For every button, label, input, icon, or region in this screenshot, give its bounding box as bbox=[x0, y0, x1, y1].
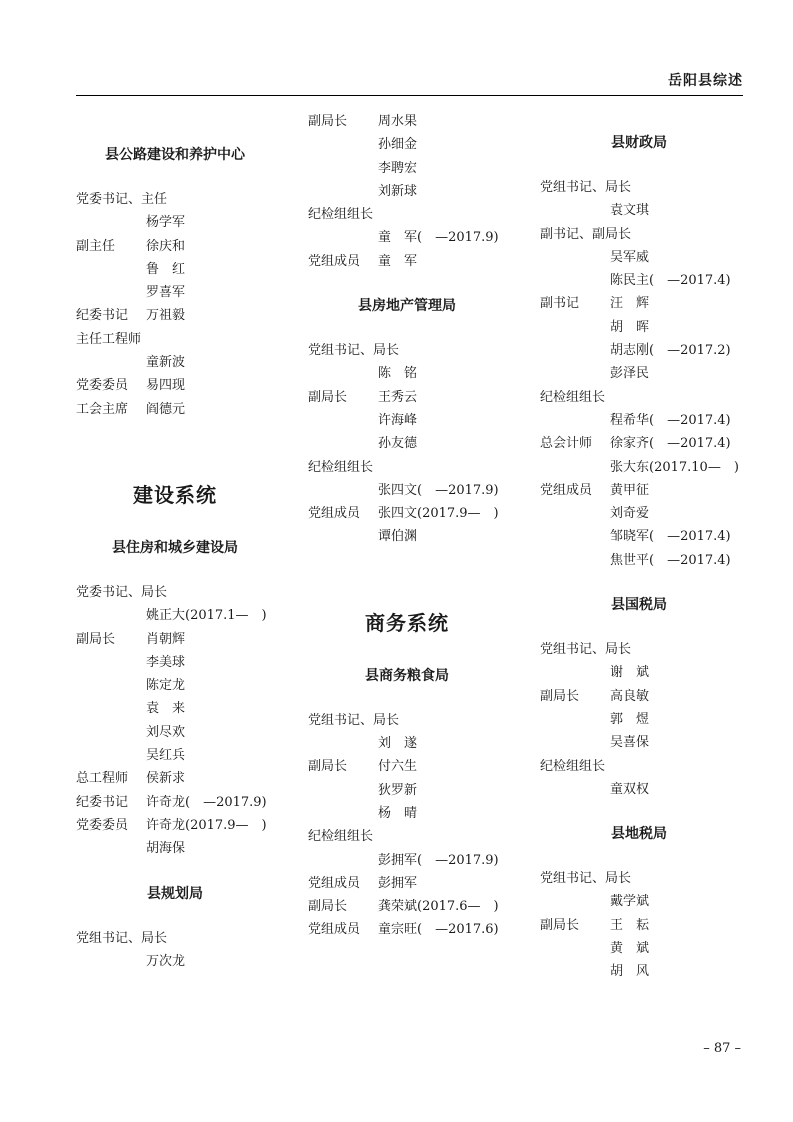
person-name: 陈 铭 bbox=[378, 366, 418, 382]
personnel-entry bbox=[76, 791, 286, 814]
person-name: 付六生 bbox=[378, 759, 418, 775]
personnel-entry bbox=[308, 456, 518, 479]
personnel-entry bbox=[540, 867, 750, 890]
spacer bbox=[540, 572, 750, 582]
position-title: 党委委员 bbox=[76, 817, 129, 833]
person-name: 黄 斌 bbox=[610, 941, 650, 957]
running-header-title: 岳阳县综述 bbox=[668, 73, 743, 89]
person-name: 陈定龙 bbox=[146, 678, 186, 694]
personnel-entry bbox=[76, 281, 286, 304]
person-name: 姚正大(2017.1— ) bbox=[146, 608, 267, 624]
person-name: 胡海保 bbox=[146, 841, 186, 857]
person-name: 许海峰 bbox=[378, 412, 418, 428]
personnel-entry bbox=[540, 890, 750, 913]
person-name: 万次龙 bbox=[146, 953, 186, 969]
spacer bbox=[540, 628, 750, 638]
position-title: 党组书记、局长 bbox=[308, 712, 400, 728]
position-title: 副局长 bbox=[540, 688, 580, 704]
personnel-entry bbox=[540, 661, 750, 684]
personnel-entry bbox=[308, 825, 518, 848]
position-title: 总工程师 bbox=[76, 771, 129, 787]
person-name: 许奇龙( —2017.9) bbox=[146, 794, 267, 810]
personnel-entry bbox=[76, 674, 286, 697]
person-name: 万祖毅 bbox=[146, 308, 186, 324]
personnel-entry bbox=[540, 549, 750, 572]
person-name: 彭泽民 bbox=[610, 366, 650, 382]
person-name: 易四现 bbox=[146, 378, 186, 394]
person-name: 张大东(2017.10— ) bbox=[610, 459, 739, 475]
personnel-entry bbox=[540, 914, 750, 937]
person-name: 孙细金 bbox=[378, 137, 418, 153]
personnel-entry bbox=[540, 638, 750, 661]
spacer bbox=[76, 571, 286, 581]
position-title: 副局长 bbox=[308, 759, 348, 775]
position-title: 副局长 bbox=[76, 631, 116, 647]
spacer bbox=[540, 166, 750, 176]
position-title: 党委书记、局长 bbox=[76, 584, 168, 600]
personnel-entry bbox=[540, 525, 750, 548]
position-title: 党组书记、局长 bbox=[76, 930, 168, 946]
position-title: 党组书记、局长 bbox=[540, 871, 632, 887]
position-title: 党组成员 bbox=[540, 482, 593, 498]
position-title: 工会主席 bbox=[76, 401, 129, 417]
personnel-entry bbox=[76, 767, 286, 790]
personnel-entry bbox=[308, 203, 518, 226]
office-heading: 县商务粮食局 bbox=[365, 667, 449, 684]
spacer bbox=[540, 110, 750, 120]
personnel-entry bbox=[540, 386, 750, 409]
person-name: 王 耘 bbox=[610, 917, 650, 933]
personnel-entry bbox=[540, 199, 750, 222]
personnel-entry bbox=[540, 937, 750, 960]
system-heading: 商务系统 bbox=[365, 610, 449, 635]
position-title: 党组书记、局长 bbox=[308, 343, 400, 359]
personnel-entry bbox=[308, 895, 518, 918]
personnel-entry bbox=[76, 211, 286, 234]
personnel-entry bbox=[308, 502, 518, 525]
person-name: 杨学军 bbox=[146, 215, 186, 231]
person-name: 李美球 bbox=[146, 654, 186, 670]
person-name: 戴学斌 bbox=[610, 894, 650, 910]
person-name: 童双权 bbox=[610, 781, 650, 797]
personnel-entry bbox=[540, 456, 750, 479]
person-name: 徐庆和 bbox=[146, 238, 186, 254]
personnel-entry bbox=[540, 778, 750, 801]
personnel-entry bbox=[540, 960, 750, 983]
person-name: 罗喜军 bbox=[146, 285, 186, 301]
personnel-entry bbox=[76, 258, 286, 281]
personnel-entry bbox=[540, 176, 750, 199]
personnel-entry bbox=[76, 188, 286, 211]
column-3 bbox=[540, 110, 750, 984]
office-heading: 县公路建设和养护中心 bbox=[105, 147, 245, 163]
person-name: 鲁 红 bbox=[146, 261, 186, 277]
page-number: – 87 – bbox=[703, 1041, 741, 1056]
personnel-entry bbox=[76, 628, 286, 651]
personnel-entry bbox=[76, 304, 286, 327]
person-name: 胡 晖 bbox=[610, 319, 650, 335]
person-name: 胡 风 bbox=[610, 964, 650, 980]
person-name: 童 军( —2017.9) bbox=[378, 230, 499, 246]
personnel-entry bbox=[308, 849, 518, 872]
spacer bbox=[76, 443, 286, 465]
person-name: 谢 斌 bbox=[610, 665, 650, 681]
person-name: 刘 遂 bbox=[378, 736, 418, 752]
person-name: 刘新球 bbox=[378, 183, 418, 199]
position-title: 党委书记、主任 bbox=[76, 192, 168, 207]
personnel-entry bbox=[76, 374, 286, 397]
personnel-entry bbox=[76, 721, 286, 744]
spacer bbox=[76, 110, 286, 132]
header-rule bbox=[76, 95, 743, 96]
person-name: 童 军 bbox=[378, 253, 418, 269]
person-name: 周水果 bbox=[378, 114, 418, 129]
personnel-entry bbox=[76, 398, 286, 421]
personnel-entry bbox=[540, 432, 750, 455]
personnel-entry bbox=[540, 339, 750, 362]
personnel-entry bbox=[540, 685, 750, 708]
position-title: 纪检组组长 bbox=[540, 389, 606, 405]
personnel-entry bbox=[308, 157, 518, 180]
person-name: 徐家齐( —2017.4) bbox=[610, 436, 731, 452]
personnel-entry bbox=[308, 709, 518, 732]
office-heading: 县规划局 bbox=[147, 885, 203, 902]
personnel-entry bbox=[308, 802, 518, 825]
person-name: 张四文( —2017.9) bbox=[378, 482, 499, 498]
position-title: 纪检组组长 bbox=[308, 459, 374, 475]
position-title: 副局长 bbox=[308, 114, 348, 129]
personnel-entry bbox=[308, 479, 518, 502]
personnel-entry bbox=[76, 814, 286, 837]
position-title: 纪委书记 bbox=[76, 308, 129, 324]
spacer bbox=[540, 801, 750, 811]
position-title: 党组成员 bbox=[308, 253, 361, 269]
spacer bbox=[308, 699, 518, 709]
personnel-entry bbox=[540, 755, 750, 778]
personnel-entry bbox=[308, 755, 518, 778]
position-title: 副书记、副局长 bbox=[540, 226, 632, 242]
personnel-entry bbox=[308, 409, 518, 432]
office-heading: 县房地产管理局 bbox=[358, 298, 456, 315]
position-title: 党组书记、局长 bbox=[540, 642, 632, 658]
personnel-entry bbox=[76, 697, 286, 720]
personnel-entry bbox=[540, 223, 750, 246]
spacer bbox=[76, 861, 286, 871]
personnel-entry bbox=[540, 479, 750, 502]
person-name: 童新波 bbox=[146, 355, 186, 371]
personnel-entry bbox=[540, 502, 750, 525]
personnel-entry bbox=[540, 269, 750, 292]
position-title: 副局长 bbox=[308, 899, 348, 915]
person-name: 张四文(2017.9— ) bbox=[378, 506, 499, 522]
personnel-entry bbox=[76, 581, 286, 604]
position-title: 党组成员 bbox=[308, 922, 361, 938]
position-title: 党组书记、局长 bbox=[540, 180, 632, 195]
spacer bbox=[308, 571, 518, 593]
person-name: 谭伯渊 bbox=[378, 529, 418, 545]
personnel-entry bbox=[76, 651, 286, 674]
personnel-entry bbox=[540, 316, 750, 339]
personnel-entry bbox=[308, 779, 518, 802]
person-name: 杨 晴 bbox=[378, 805, 418, 821]
position-title: 主任工程师 bbox=[76, 331, 142, 347]
personnel-entry bbox=[76, 351, 286, 374]
position-title: 副局长 bbox=[308, 389, 348, 405]
person-name: 童宗旺( —2017.6) bbox=[378, 922, 499, 938]
person-name: 狄罗新 bbox=[378, 782, 418, 798]
person-name: 王秀云 bbox=[378, 389, 418, 405]
personnel-entry bbox=[76, 927, 286, 950]
person-name: 刘奇爱 bbox=[610, 506, 650, 522]
personnel-entry bbox=[76, 744, 286, 767]
spacer bbox=[308, 273, 518, 283]
position-title: 纪检组组长 bbox=[308, 207, 374, 223]
office-heading: 县财政局 bbox=[611, 135, 667, 151]
personnel-entry bbox=[308, 872, 518, 895]
office-heading: 县地税局 bbox=[611, 826, 667, 843]
spacer bbox=[76, 917, 286, 927]
personnel-entry bbox=[308, 226, 518, 249]
personnel-entry bbox=[76, 604, 286, 627]
office-heading: 县国税局 bbox=[611, 597, 667, 614]
spacer bbox=[308, 329, 518, 339]
person-name: 刘尽欢 bbox=[146, 724, 186, 740]
personnel-entry bbox=[308, 180, 518, 203]
system-heading: 建设系统 bbox=[133, 482, 217, 507]
spacer bbox=[76, 421, 286, 443]
personnel-entry bbox=[540, 409, 750, 432]
personnel-entry bbox=[308, 250, 518, 273]
personnel-entry bbox=[308, 110, 518, 133]
person-name: 胡志刚( —2017.2) bbox=[610, 343, 731, 359]
personnel-entry bbox=[308, 732, 518, 755]
personnel-entry bbox=[308, 362, 518, 385]
position-title: 副主任 bbox=[76, 238, 116, 254]
person-name: 袁 来 bbox=[146, 701, 186, 717]
person-name: 龚荣斌(2017.6— ) bbox=[378, 899, 499, 915]
personnel-entry bbox=[76, 328, 286, 351]
person-name: 高良敏 bbox=[610, 688, 650, 704]
personnel-entry bbox=[540, 292, 750, 315]
spacer bbox=[76, 178, 286, 188]
position-title: 副书记 bbox=[540, 296, 580, 312]
personnel-entry bbox=[540, 246, 750, 269]
position-title: 副局长 bbox=[540, 917, 580, 933]
person-name: 黄甲征 bbox=[610, 482, 650, 498]
person-name: 吴喜保 bbox=[610, 735, 650, 751]
person-name: 袁文琪 bbox=[610, 203, 650, 219]
personnel-entry bbox=[308, 918, 518, 941]
spacer bbox=[308, 549, 518, 571]
personnel-entry bbox=[308, 386, 518, 409]
person-name: 孙友德 bbox=[378, 436, 418, 452]
person-name: 李聘宏 bbox=[378, 160, 418, 176]
person-name: 邹晓军( —2017.4) bbox=[610, 529, 731, 545]
office-heading: 县住房和城乡建设局 bbox=[112, 539, 238, 556]
person-name: 焦世平( —2017.4) bbox=[610, 552, 731, 568]
position-title: 纪检组组长 bbox=[540, 758, 606, 774]
position-title: 纪委书记 bbox=[76, 794, 129, 810]
personnel-entry bbox=[76, 235, 286, 258]
personnel-entry bbox=[540, 731, 750, 754]
person-name: 许奇龙(2017.9— ) bbox=[146, 817, 267, 833]
personnel-entry bbox=[76, 837, 286, 860]
column-2 bbox=[308, 110, 518, 942]
personnel-entry bbox=[76, 950, 286, 973]
person-name: 彭拥军( —2017.9) bbox=[378, 852, 499, 868]
person-name: 肖朝辉 bbox=[146, 631, 186, 647]
person-name: 阎德元 bbox=[146, 401, 186, 417]
position-title: 纪检组组长 bbox=[308, 829, 374, 845]
person-name: 程希华( —2017.4) bbox=[610, 412, 731, 428]
person-name: 侯新求 bbox=[146, 771, 186, 787]
personnel-entry bbox=[540, 708, 750, 731]
person-name: 彭拥军 bbox=[378, 875, 418, 891]
position-title: 党委委员 bbox=[76, 378, 129, 394]
person-name: 吴军威 bbox=[610, 249, 650, 265]
column-1 bbox=[76, 110, 286, 973]
person-name: 郭 煜 bbox=[610, 711, 650, 727]
person-name: 陈民主( —2017.4) bbox=[610, 273, 731, 289]
person-name: 汪 辉 bbox=[610, 296, 650, 312]
position-title: 总会计师 bbox=[540, 436, 593, 452]
person-name: 吴红兵 bbox=[146, 748, 186, 764]
personnel-entry bbox=[308, 525, 518, 548]
spacer bbox=[540, 857, 750, 867]
personnel-entry bbox=[540, 362, 750, 385]
position-title: 党组成员 bbox=[308, 506, 361, 522]
position-title: 党组成员 bbox=[308, 875, 361, 891]
personnel-entry bbox=[308, 432, 518, 455]
personnel-entry bbox=[308, 339, 518, 362]
personnel-entry bbox=[308, 133, 518, 156]
